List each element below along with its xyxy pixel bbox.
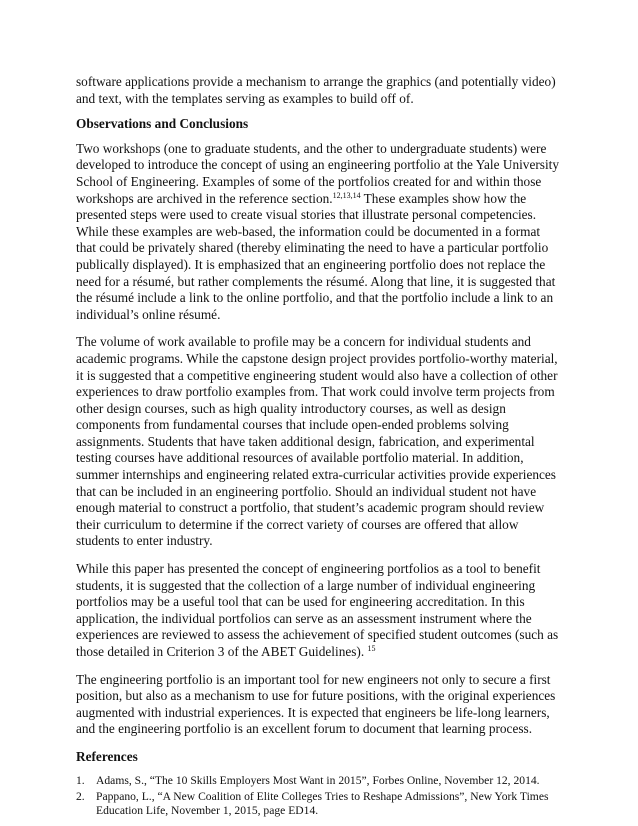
section-heading-observations: Observations and Conclusions [76,116,249,132]
reference-item [76,774,562,788]
paragraph-workshops-text-a: Two workshops (one to graduate students, and the other to undergraduate students) were developed to introduce the concept of using an engineering portfolio at the Yale University School of Engineering. Examples of some of the portfolios created for and within those workshops are archived in the reference section. [76,140,559,206]
reference-text: Pappano, L., “A New Coalition of Elite Colleges Tries to Reshape Admissions”, New York Times Education Life, November 1, 2015, page ED14. [96,789,549,817]
references-heading: References [76,748,138,764]
references-list [76,774,562,818]
reference-number: 2. [76,789,85,803]
reference-number: 1. [76,773,85,787]
paragraph-conclusion: The engineering portfolio is an important tool for new engineers not only to secure a first position, but also as a mechanism to use for future positions, with the original experiences augmented with industrial experiences. It is expected that engineers be life-long learners, and the engineering portfolio is an excellent forum to document that learning process. [76,671,556,737]
citation-superscript: 12,13,14 [332,190,361,200]
reference-item [76,790,562,818]
paragraph-workshops-text-b: These examples show how the presented steps were used to create visual stories that illustrate personal competencies. While these examples are web-based, the information could be documented in a format that could be privately shared (thereby eliminating the need to have a particular portfolio publically displayed). It is emphasized that an engineering portfolio does not replace the need for a résumé, but rather complements the résumé. Along that line, it is suggested that the résumé include a link to the online portfolio, and that the portfolio include a link to an individual’s online résumé. [76,190,556,322]
paragraph-volume-of-work: The volume of work available to profile may be a concern for individual students and academic programs. While the capstone design project provides portfolio-worthy material, it is suggested that a competitive engineering student would also have a collection of other experiences to draw portfolio examples from. That work could involve term projects from other design courses, such as high quality introductory courses, as well as design components from fundamental courses that include open-ended problems solving assignments. Students that have taken additional design, fabrication, and experimental testing courses have additional resources of available portfolio material. In addition, summer internships and engineering related extra-curricular activities provide experiences that can be included in an engineering portfolio. Should an individual student not have enough material to construct a portfolio, that student’s academic program should review their curriculum to determine if the correct variety of courses are offered that allow students to enter industry. [76,334,558,549]
paper-page [76,74,562,820]
paragraph-accreditation [76,561,562,661]
reference-text: Adams, S., “The 10 Skills Employers Most Want in 2015”, Forbes Online, November 12, 2014. [96,773,540,787]
intro-paragraph: software applications provide a mechanism to arrange the graphics (and potentially video) and text, with the templates serving as examples to build off of. [76,74,556,106]
paragraph-workshops [76,141,562,324]
paragraph-accreditation-text: While this paper has presented the concept of engineering portfolios as a tool to benefit students, it is suggested that the collection of a large number of individual engineering portfolios may be a useful tool that can be used for engineering accreditation. In this application, the individual portfolios can serve as an assessment instrument where the experiences are reviewed to assess the achievement of specified student outcomes (such as those detailed in Criterion 3 of the ABET Guidelines). [76,561,559,659]
citation-superscript: 15 [367,644,376,653]
